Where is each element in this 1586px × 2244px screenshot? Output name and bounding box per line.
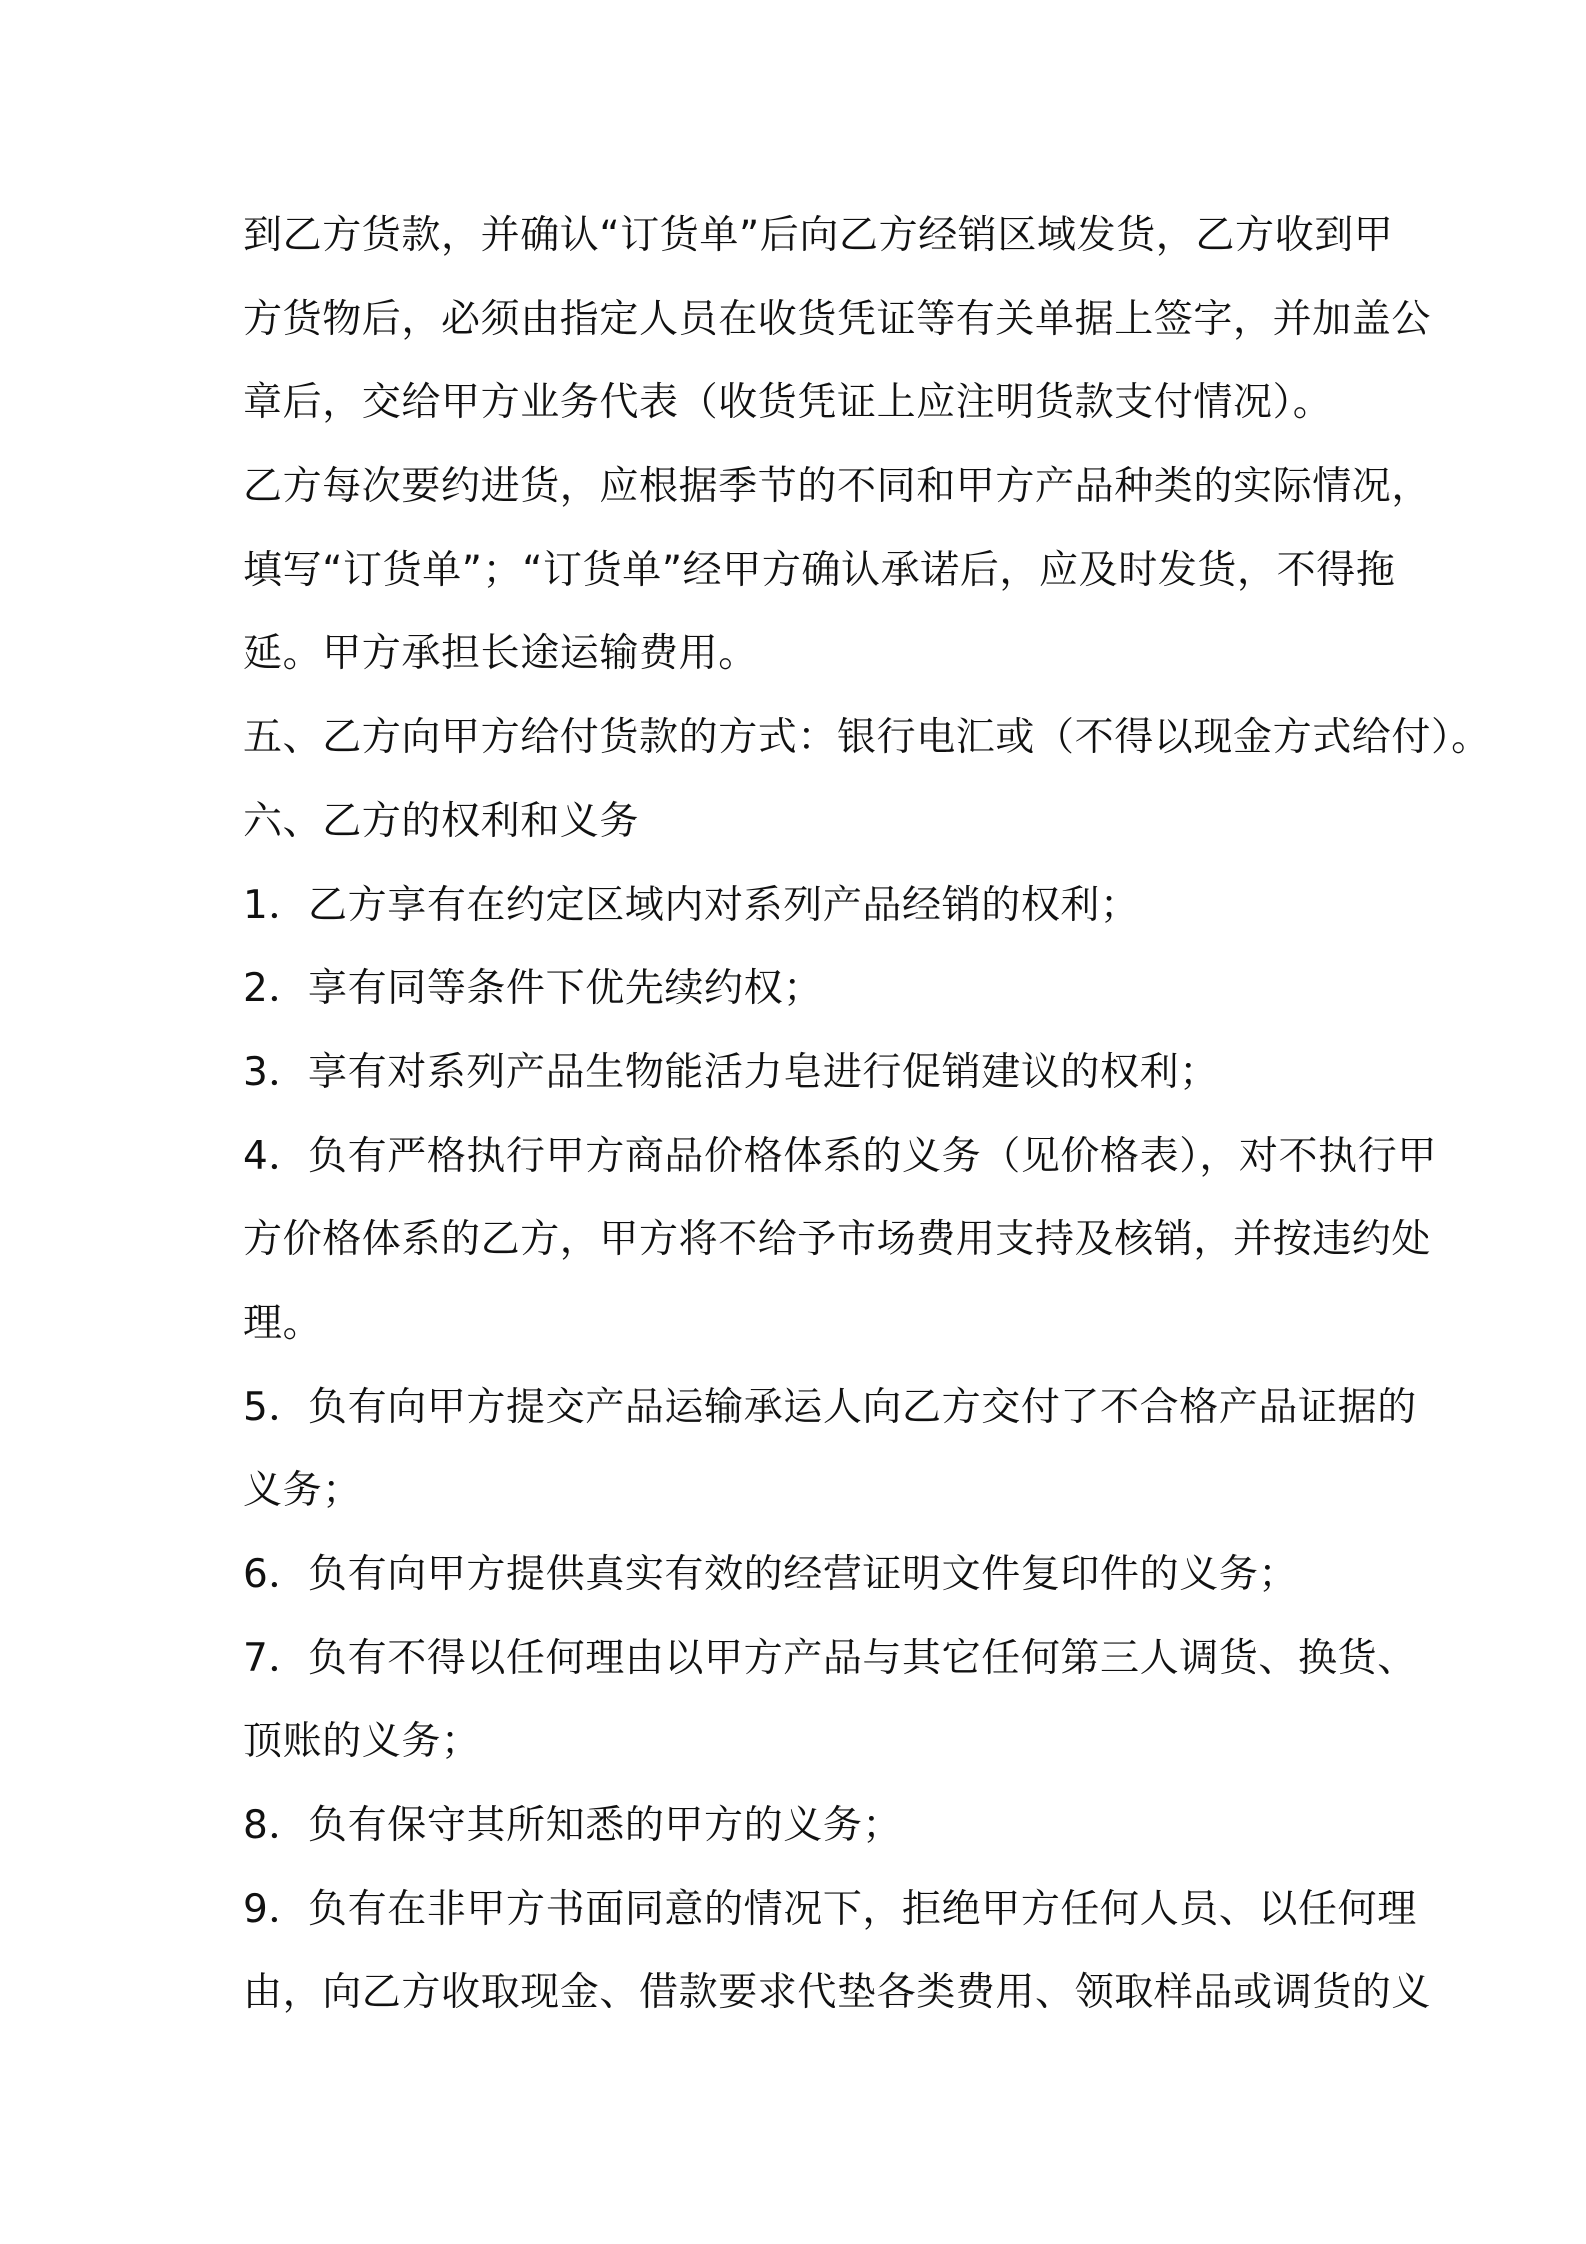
list-item: 3．享有对系列产品生物能活力皂进行促销建议的权利；: [243, 1049, 1219, 1095]
text-line: 理。: [243, 1300, 323, 1346]
list-item: 9．负有在非甲方书面同意的情况下，拒绝甲方任何人员、以任何理: [243, 1886, 1417, 1932]
list-item: 1．乙方享有在约定区域内对系列产品经销的权利；: [243, 882, 1140, 928]
text-line: 方价格体系的乙方，甲方将不给予市场费用支持及核销，并按违约处: [243, 1217, 1432, 1263]
list-item: 7．负有不得以任何理由以甲方产品与其它任何第三人调货、换货、: [243, 1635, 1417, 1681]
text-line: 延。甲方承担长途运输费用。: [243, 631, 758, 677]
text-line: 顶账的义务；: [243, 1719, 481, 1765]
text-line: 义务；: [243, 1468, 362, 1514]
section-heading: 五、乙方向甲方给付货款的方式：银行电汇或（不得以现金方式给付）。: [243, 715, 1491, 761]
text-line: 方货物后，必须由指定人员在收货凭证等有关单据上签字，并加盖公: [243, 296, 1432, 342]
document-text-body: [243, 194, 1491, 2035]
list-item: 2．享有同等条件下优先续约权；: [243, 966, 823, 1012]
list-item: 4．负有严格执行甲方商品价格体系的义务（见价格表），对不执行甲: [243, 1133, 1437, 1179]
list-item: 5．负有向甲方提交产品运输承运人向乙方交付了不合格产品证据的: [243, 1384, 1417, 1430]
text-line: 由，向乙方收取现金、借款要求代垫各类费用、领取样品或调货的义: [243, 1970, 1432, 2016]
list-item: 8．负有保守其所知悉的甲方的义务；: [243, 1803, 903, 1849]
text-line: 章后，交给甲方业务代表（收货凭证上应注明货款支付情况）。: [243, 380, 1333, 426]
text-line: 乙方每次要约进货，应根据季节的不同和甲方产品种类的实际情况，: [243, 464, 1432, 510]
text-line: 填写“订货单”；“订货单”经甲方确认承诺后，应及时发货，不得拖: [243, 547, 1396, 593]
text-line: 到乙方货款，并确认“订货单”后向乙方经销区域发货，乙方收到甲: [243, 213, 1394, 258]
section-heading: 六、乙方的权利和义务: [243, 798, 640, 844]
list-item: 6．负有向甲方提供真实有效的经营证明文件复印件的义务；: [243, 1552, 1299, 1597]
